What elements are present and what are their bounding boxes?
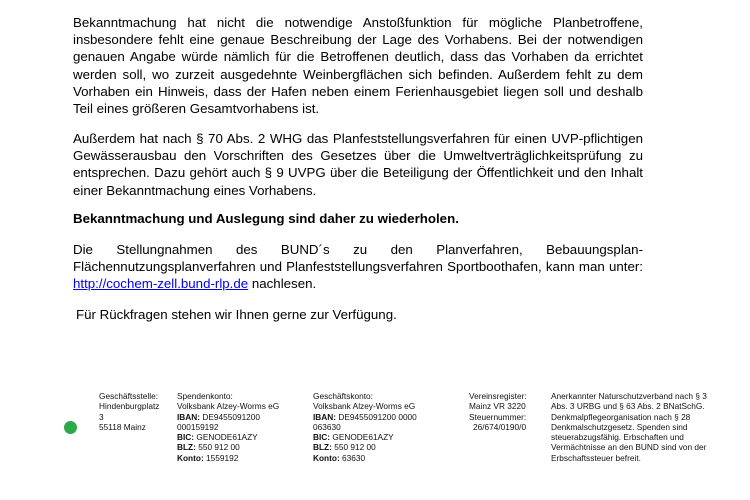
recognition-line: steuerabzugsfähig. Erbschaften und <box>551 432 684 443</box>
business-bank: Volksbank Alzey-Worms eG <box>313 401 416 412</box>
footer-office <box>99 391 159 432</box>
recognition-line: Denkmalpflegeorganisation nach § 28 <box>551 411 691 422</box>
business-title: Geschäftskonto: <box>313 391 373 401</box>
recognition-line: Anerkannter Naturschutzverband nach § 3 <box>551 391 707 401</box>
green-dot-icon <box>64 421 77 434</box>
paragraph-statements <box>73 241 643 293</box>
business-konto: Konto: 63630 <box>313 452 366 463</box>
business-bic: BIC: GENODE61AZY <box>313 432 394 443</box>
recognition-line: Denkmalschutzgesetz. Spenden sind <box>551 421 688 432</box>
recognition-line: Abs. 3 URBG und § 63 Abs. 2 BNatSchG. <box>551 401 705 412</box>
footer-recognition <box>551 391 707 463</box>
donation-bank: Volksbank Alzey-Worms eG <box>177 401 280 412</box>
footer-donation-account <box>177 391 279 463</box>
donation-blz: BLZ: 550 912 00 <box>177 442 240 453</box>
business-iban: IBAN: DE9455091200 0000 <box>313 411 417 422</box>
office-street: Hindenburgplatz <box>99 401 160 412</box>
donation-bic: BIC: GENODE61AZY <box>177 432 258 443</box>
donation-title: Spendenkonto: <box>177 391 233 401</box>
tax-number: 26/674/0190/0 <box>473 421 527 432</box>
business-iban-cont: 063630 <box>313 421 341 432</box>
paragraph-uvp: Außerdem hat nach § 70 Abs. 2 WHG das Planfeststellungsverfahren für einen UVP-pflichtigen Gewässerausbau den Vorschriften des Gesetzes über die Umweltverträglichkeitsprüfung zu entsprechen. Dazu gehört auch § 9 UVPG über die Beteiligung der Öffentlichkeit und den Inhalt einer Bekanntmachung eines Vorhabens. <box>73 131 643 198</box>
footer-register <box>469 391 527 432</box>
recognition-line: Erbschaftssteuer befreit. <box>551 452 641 463</box>
business-blz: BLZ: 550 912 00 <box>313 442 376 453</box>
register-title: Vereinsregister: <box>469 391 527 401</box>
donation-konto: Konto: 1559192 <box>177 452 239 463</box>
statements-text: Die Stellungnahmen des BUND´s zu den Planverfahren, Bebauungsplan- Flächennutzungsplanverfahren und Planfeststellungsverfahren Sportboothafen, kann man unter: <box>73 242 643 275</box>
paragraph-conclusion: Bekanntmachung und Auslegung sind daher zu wiederholen. <box>73 211 459 226</box>
paragraph-contact: Für Rückfragen stehen wir Ihnen gerne zur Verfügung. <box>76 307 397 322</box>
office-number: 3 <box>99 411 104 422</box>
bund-website-link[interactable]: http://cochem-zell.bund-rlp.de <box>73 276 249 292</box>
office-city: 55118 Mainz <box>99 421 146 432</box>
office-title: Geschäftsstelle: <box>99 391 159 401</box>
paragraph-announcement: Bekanntmachung hat nicht die notwendige Anstoßfunktion für mögliche Planbetroffene, insbesondere fehlt eine genaue Beschreibung der Lage des Vorhabens. Bei der notwendigen genauen Angabe würde nämlich für die Betroffenen deutlich, dass das Vorhaben da errichtet werden soll, wo zurzeit ausgedehnte Weinbergflächen sich befinden. Außerdem fehlt zu dem Vorhaben ein Hinweis, dass der Hafen neben einem Ferienhausgebiet liegen soll und deshalb Teil eines größeren Gesamtvorhabens ist. <box>73 15 643 117</box>
donation-iban: IBAN: DE9455091200 <box>177 411 261 422</box>
donation-iban-cont: 000159192 <box>177 421 219 432</box>
recognition-line: Vermächtnisse an den BUND sind von der <box>551 442 707 453</box>
footer-business-account <box>313 391 417 463</box>
tax-title: Steuernummer: <box>469 411 527 422</box>
statements-text-end: nachlesen. <box>248 276 317 292</box>
register-number: Mainz VR 3220 <box>469 401 526 412</box>
